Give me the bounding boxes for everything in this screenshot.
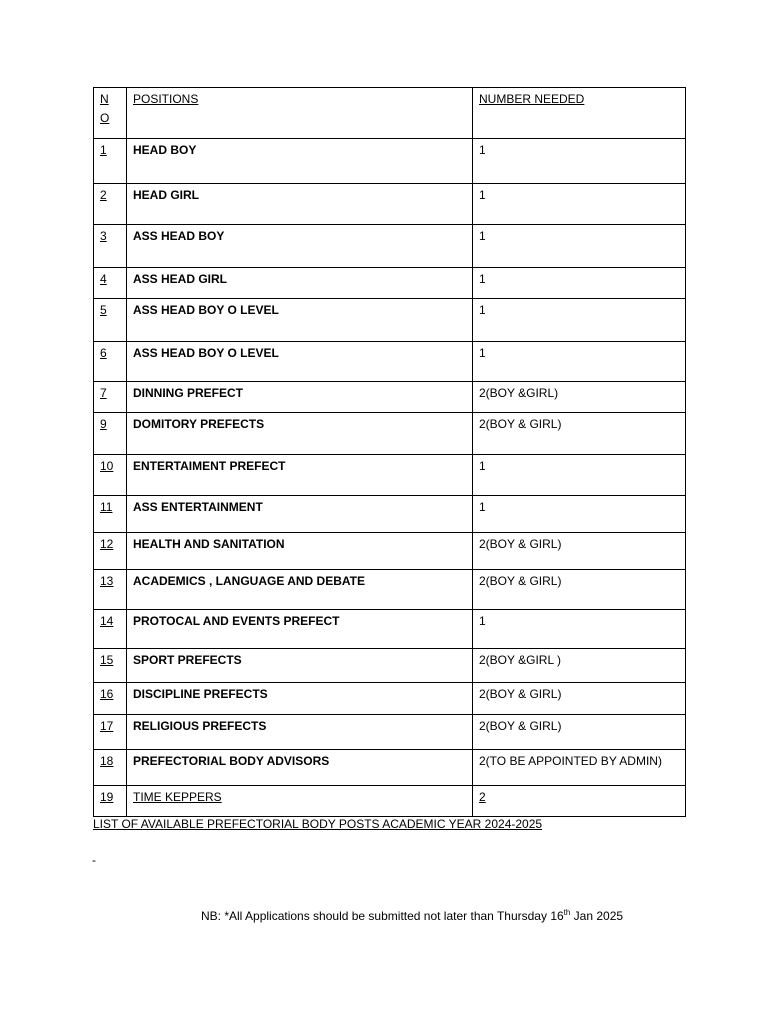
row-number: 3 — [94, 225, 127, 268]
row-number: 14 — [94, 610, 127, 649]
prefect-posts-table — [93, 87, 686, 817]
table-row — [94, 610, 686, 649]
row-number: 12 — [94, 533, 127, 570]
table-row — [94, 649, 686, 683]
table-row — [94, 299, 686, 342]
row-number: 1 — [94, 139, 127, 184]
row-number: 19 — [94, 786, 127, 817]
row-position: ASS HEAD GIRL — [127, 268, 473, 299]
row-number-needed: 1 — [473, 225, 686, 268]
row-number: 17 — [94, 715, 127, 750]
row-number-needed: 1 — [473, 496, 686, 533]
header-no: NO — [94, 88, 127, 139]
row-number-needed: 2(TO BE APPOINTED BY ADMIN) — [473, 750, 686, 786]
table-row — [94, 184, 686, 225]
note-prefix: NB: *All Applications should be submitted not later than Thursday 16 — [201, 909, 564, 923]
table-row — [94, 268, 686, 299]
row-number: 9 — [94, 413, 127, 455]
row-number: 4 — [94, 268, 127, 299]
row-number-needed: 1 — [473, 455, 686, 496]
row-number-needed: 1 — [473, 184, 686, 225]
row-position: PREFECTORIAL BODY ADVISORS — [127, 750, 473, 786]
row-position: ACADEMICS , LANGUAGE AND DEBATE — [127, 570, 473, 610]
row-number-needed: 2 — [473, 786, 686, 817]
table-row — [94, 786, 686, 817]
table-row — [94, 750, 686, 786]
row-number-needed: 2(BOY & GIRL) — [473, 570, 686, 610]
note-superscript: th — [563, 908, 571, 917]
row-position: HEAD GIRL — [127, 184, 473, 225]
row-position: PROTOCAL AND EVENTS PREFECT — [127, 610, 473, 649]
row-number-needed: 2(BOY & GIRL) — [473, 533, 686, 570]
row-number-needed: 1 — [473, 139, 686, 184]
row-position: DISCIPLINE PREFECTS — [127, 683, 473, 715]
table-row — [94, 683, 686, 715]
row-position: DINNING PREFECT — [127, 382, 473, 413]
submission-note — [201, 909, 623, 923]
row-position: ASS HEAD BOY O LEVEL — [127, 342, 473, 382]
table-row — [94, 455, 686, 496]
table-row — [94, 342, 686, 382]
table-caption: LIST OF AVAILABLE PREFECTORIAL BODY POSTS ACADEMIC YEAR 2024-2025 — [93, 817, 543, 831]
table-row — [94, 139, 686, 184]
table-header-row — [94, 88, 686, 139]
table-row — [94, 533, 686, 570]
row-number-needed: 1 — [473, 610, 686, 649]
table-row — [94, 413, 686, 455]
row-number-needed: 2(BOY & GIRL) — [473, 413, 686, 455]
row-number: 13 — [94, 570, 127, 610]
dash-mark: - — [92, 853, 96, 867]
row-number: 7 — [94, 382, 127, 413]
row-position: ASS HEAD BOY O LEVEL — [127, 299, 473, 342]
row-position: ENTERTAIMENT PREFECT — [127, 455, 473, 496]
header-number-needed: NUMBER NEEDED — [473, 88, 686, 139]
row-position: TIME KEPPERS — [127, 786, 473, 817]
row-number: 2 — [94, 184, 127, 225]
row-position: DOMITORY PREFECTS — [127, 413, 473, 455]
row-number-needed: 2(BOY & GIRL) — [473, 715, 686, 750]
note-suffix: Jan 2025 — [570, 909, 624, 923]
table-row — [94, 225, 686, 268]
row-number: 18 — [94, 750, 127, 786]
table-row — [94, 570, 686, 610]
row-position: SPORT PREFECTS — [127, 649, 473, 683]
row-number-needed: 2(BOY &GIRL ) — [473, 649, 686, 683]
header-positions: POSITIONS — [127, 88, 473, 139]
table-row — [94, 496, 686, 533]
table-row — [94, 715, 686, 750]
row-position: ASS HEAD BOY — [127, 225, 473, 268]
row-number-needed: 1 — [473, 299, 686, 342]
row-number-needed: 1 — [473, 268, 686, 299]
row-position: HEALTH AND SANITATION — [127, 533, 473, 570]
row-number: 11 — [94, 496, 127, 533]
table-row — [94, 382, 686, 413]
row-number-needed: 2(BOY & GIRL) — [473, 683, 686, 715]
row-position: HEAD BOY — [127, 139, 473, 184]
row-number: 10 — [94, 455, 127, 496]
row-number: 16 — [94, 683, 127, 715]
row-position: RELIGIOUS PREFECTS — [127, 715, 473, 750]
row-number-needed: 1 — [473, 342, 686, 382]
row-number: 5 — [94, 299, 127, 342]
row-number-needed: 2(BOY &GIRL) — [473, 382, 686, 413]
row-number: 6 — [94, 342, 127, 382]
row-number: 15 — [94, 649, 127, 683]
row-position: ASS ENTERTAINMENT — [127, 496, 473, 533]
